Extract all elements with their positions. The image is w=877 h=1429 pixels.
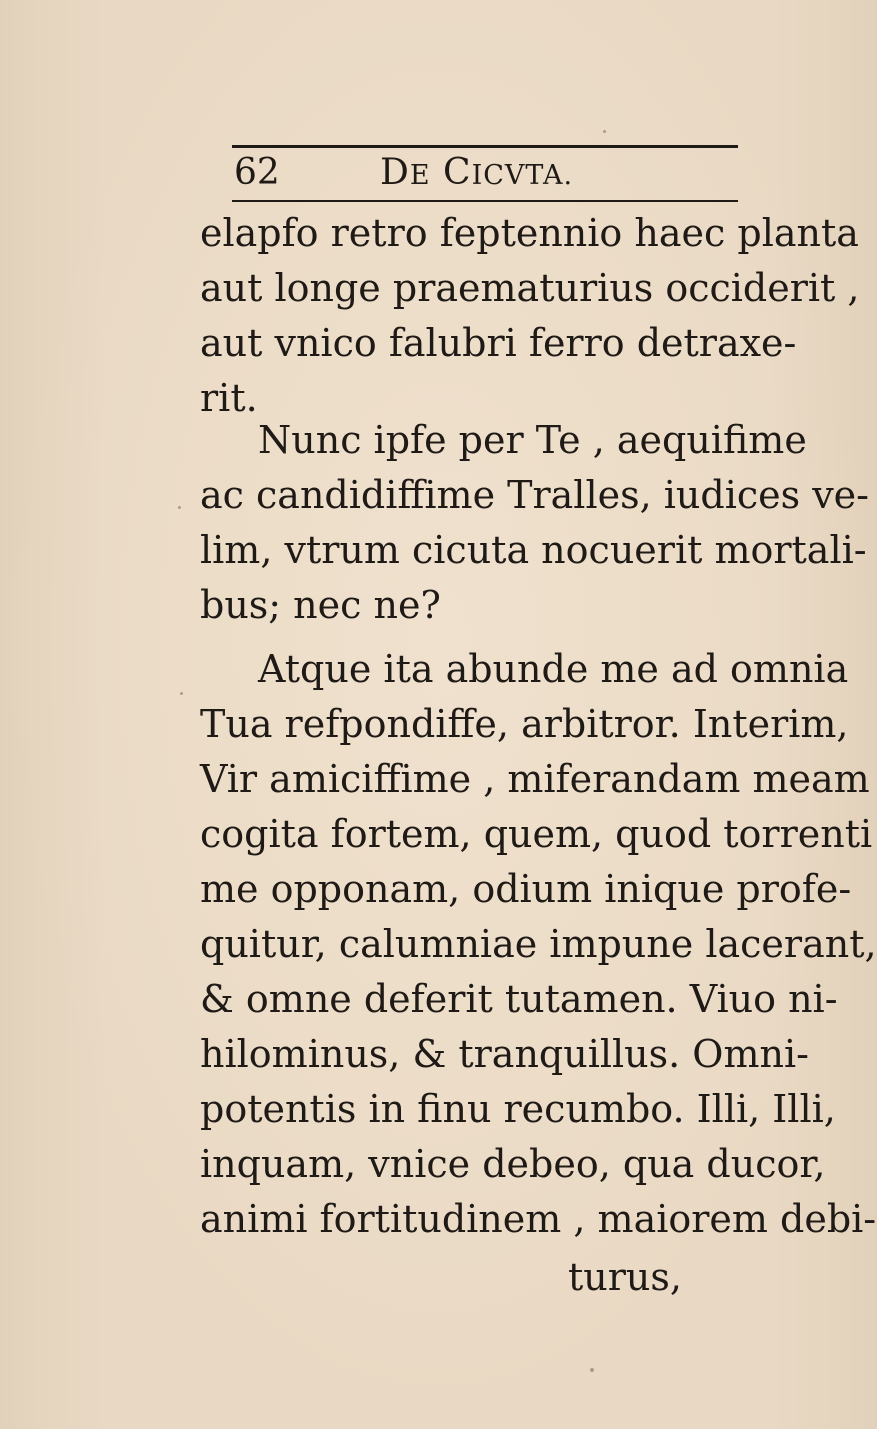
title-initial-cicuta: C [443, 152, 472, 193]
paper-speck [603, 130, 606, 133]
text-line: me opponam, odium inique profe- [200, 867, 852, 911]
text-line: & omne deferit tutamen. Viuo ni- [200, 977, 838, 1021]
text-line: inquam, vnice debeo, qua ducor, [200, 1142, 826, 1186]
paper-speck [590, 1368, 594, 1372]
header-rule-bottom [232, 200, 738, 202]
paper-speck [180, 692, 183, 695]
text-line: Tua refpondiffe, arbitror. Interim, [200, 702, 849, 746]
paragraph-3 [200, 642, 877, 1247]
text-line: aut longe praematurius occiderit , [200, 266, 860, 310]
text-line: cogita fortem, quem, quod torrenti [200, 812, 873, 856]
catchword: turus, [568, 1255, 682, 1299]
text-line: Atque ita abunde me ad omnia [258, 647, 849, 691]
text-line: bus; nec ne? [200, 583, 441, 627]
title-rest-cicuta: ICVTA. [471, 160, 574, 191]
text-line: ac candidiffime Tralles, iudices ve- [200, 473, 870, 517]
paragraph-1 [200, 206, 860, 426]
text-line: hilominus, & tranquillus. Omni- [200, 1032, 809, 1076]
text-line: Vir amiciffime , miferandam meam [200, 757, 870, 801]
header-rule-top [232, 145, 738, 148]
text-line: quitur, calumniae impune lacerant, [200, 922, 877, 966]
paragraph-2 [200, 413, 870, 633]
text-line: potentis in finu recumbo. Illi, Illi, [200, 1087, 836, 1131]
text-line: aut vnico falubri ferro detraxe- [200, 321, 797, 365]
text-line: elapfo retro feptennio haec planta [200, 211, 859, 255]
page-number: 62 [234, 152, 280, 193]
text-line: Nunc ipfe per Te , aequifime [258, 418, 807, 462]
title-rest-de: E [409, 160, 431, 191]
text-line: animi fortitudinem , maiorem debi- [200, 1197, 877, 1241]
running-head [232, 153, 738, 193]
title-initial-de: D [380, 152, 410, 193]
paper-speck [178, 506, 181, 509]
text-line: lim, vtrum cicuta nocuerit mortali- [200, 528, 867, 572]
running-title [380, 153, 573, 196]
text-line: rit. [200, 376, 258, 420]
